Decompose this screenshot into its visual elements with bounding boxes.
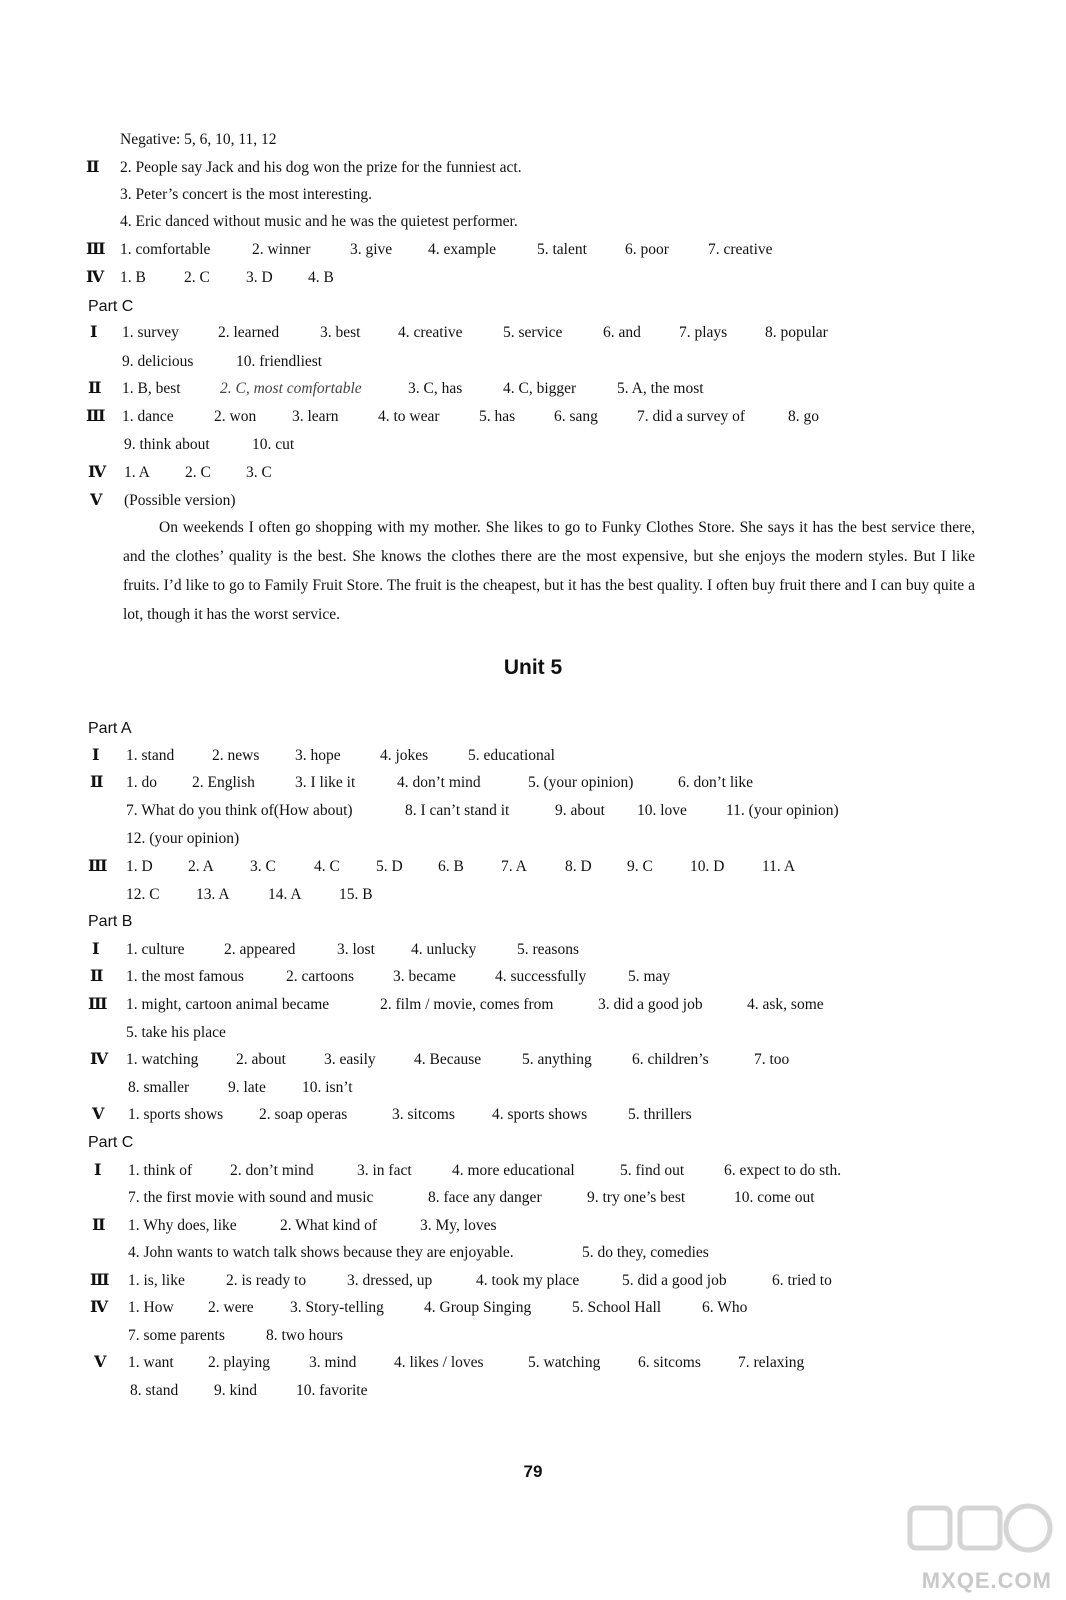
roman-numeral: Ⅲ [86, 241, 106, 258]
answer-item: 2. is ready to [226, 1272, 307, 1289]
answer-item: 6. don’t like [678, 774, 754, 791]
answer-item: 2. learned [218, 324, 280, 341]
answer-item: 1. A [124, 464, 150, 481]
answer-item: 4. more educational [452, 1162, 575, 1179]
answer-item: 2. were [208, 1299, 254, 1316]
answer-item: 3. C [250, 858, 276, 875]
answer-item: 2. What kind of [280, 1217, 378, 1234]
writing-paragraph: On weekends I often go shopping with my mother. She likes to go to Funky Clothes Store. She says it has the best service there, and the clothes’ quality is the best. She knows the clothes there are the most expensive, but she enjoys the modern styles. But I like fruits. I’d like to go to Family Fruit Store. The fruit is the cheapest, but it has the best quality. I often buy fruit there and I can buy quite a lot, though it has the worst service. [123, 519, 975, 623]
answer-item: 9. late [228, 1079, 266, 1096]
answer-item: 4. likes / loves [394, 1354, 484, 1371]
roman-numeral: Ⅴ [94, 1354, 107, 1371]
part-heading: Part C [88, 298, 134, 315]
answer-item: 3. I like it [295, 774, 356, 791]
answer-item: 2. C [184, 269, 210, 286]
answer-item: 3. C [246, 464, 272, 481]
answer-item: 1. watching [126, 1051, 199, 1068]
part-heading: Part B [88, 913, 133, 930]
answer-item: 1. the most famous [126, 968, 244, 985]
answer-item: 4. example [428, 241, 497, 258]
roman-numeral: Ⅰ [92, 941, 100, 958]
answer-item: 5. do they, comedies [582, 1244, 709, 1261]
answer-item: 9. try one’s best [587, 1189, 686, 1206]
answer-item: 5. may [628, 968, 671, 985]
answer-item: 2. playing [208, 1354, 270, 1371]
answer-item: 6. B [438, 858, 464, 875]
answer-item: 4. took my place [476, 1272, 580, 1289]
answer-item: 13. A [196, 886, 230, 903]
answer-item: 1. survey [122, 324, 179, 341]
roman-numeral: Ⅱ [90, 774, 104, 791]
roman-numeral: Ⅰ [92, 747, 100, 764]
roman-numeral: Ⅲ [90, 1272, 110, 1289]
answer-item: 3. D [246, 269, 273, 286]
answer-item: 1. is, like [128, 1272, 185, 1289]
answer-item: 8. popular [765, 324, 828, 341]
answer-item: 1. dance [122, 408, 174, 425]
answer-item: 9. kind [214, 1382, 258, 1399]
answer-item: 1. think of [128, 1162, 193, 1179]
answer-item: 10. cut [252, 436, 295, 453]
roman-numeral: Ⅱ [90, 968, 104, 985]
answer-item: 6. tried to [772, 1272, 832, 1289]
answer-item: 9. C [627, 858, 653, 875]
answer-item: 3. became [393, 968, 456, 985]
answer-item: 2. won [214, 408, 257, 425]
answer-item: 4. to wear [378, 408, 440, 425]
roman-numeral: Ⅱ [88, 380, 102, 397]
answer-line: 3. Peter’s concert is the most interesting. [120, 186, 372, 203]
answer-item: 2. English [192, 774, 255, 791]
answer-item: 5. has [479, 408, 516, 425]
answer-item: 8. D [565, 858, 592, 875]
answer-item: 7. did a survey of [637, 408, 746, 425]
answer-item: 8. I can’t stand it [405, 802, 510, 819]
roman-numeral: Ⅳ [90, 1299, 109, 1316]
answer-item: 4. jokes [380, 747, 429, 764]
answer-item: 4. sports shows [492, 1106, 588, 1123]
answer-item: 5. service [503, 324, 563, 341]
answer-item: 6. Who [702, 1299, 748, 1316]
page-number: 79 [523, 1462, 543, 1481]
answer-item: 3. sitcoms [392, 1106, 455, 1123]
answer-item: 4. creative [398, 324, 463, 341]
answer-item: 2. news [212, 747, 260, 764]
answer-item: 3. give [350, 241, 393, 258]
possible-version-label: (Possible version) [124, 492, 236, 509]
answer-item: 7. the first movie with sound and music [128, 1189, 374, 1206]
answer-item: 3. learn [292, 408, 339, 425]
answer-item: 1. Why does, like [128, 1217, 237, 1234]
answer-item: 2. appeared [224, 941, 296, 958]
roman-numeral: Ⅲ [86, 408, 106, 425]
answer-item: 10. isn’t [302, 1079, 353, 1096]
answer-item: 6. sang [554, 408, 598, 425]
roman-numeral: Ⅳ [88, 464, 107, 481]
answer-item: 3. My, loves [420, 1217, 497, 1234]
roman-numeral: Ⅲ [88, 996, 108, 1013]
roman-numeral: Ⅰ [94, 1162, 102, 1179]
answer-item: 3. best [320, 324, 361, 341]
answer-item: 1. B [120, 269, 146, 286]
answer-item: 5. anything [522, 1051, 592, 1068]
answer-item: 2. winner [252, 241, 311, 258]
answer-item: 4. C [314, 858, 340, 875]
answer-item: 4. John wants to watch talk shows because they are enjoyable. [128, 1244, 514, 1261]
answer-line: 2. People say Jack and his dog won the prize for the funniest act. [120, 159, 522, 176]
answer-item: 2. film / movie, comes from [380, 996, 554, 1013]
answer-item: 9. delicious [122, 353, 194, 370]
answer-item: 3. did a good job [598, 996, 703, 1013]
roman-numeral: Ⅱ [92, 1217, 106, 1234]
negative-line: Negative: 5, 6, 10, 11, 12 [120, 131, 277, 148]
roman-numeral: Ⅲ [88, 858, 108, 875]
answer-item: 4. C, bigger [503, 380, 577, 397]
answer-item: 5. A, the most [617, 380, 704, 397]
answer-item: 1. culture [126, 941, 185, 958]
answer-item: 5. did a good job [622, 1272, 727, 1289]
answer-item: 1. comfortable [120, 241, 211, 258]
answer-item: 6. children’s [632, 1051, 709, 1068]
answer-item: 10. favorite [296, 1382, 368, 1399]
answer-item: 11. (your opinion) [726, 802, 839, 819]
answer-item: 5. talent [537, 241, 587, 258]
answer-item: 6. sitcoms [638, 1354, 701, 1371]
answer-item: 3. C, has [408, 380, 463, 397]
answer-item: 11. A [762, 858, 796, 875]
answer-item: 4. Group Singing [424, 1299, 532, 1316]
answer-item: 3. lost [337, 941, 375, 958]
answer-item: 10. love [637, 802, 687, 819]
answer-item: 3. dressed, up [347, 1272, 433, 1289]
answer-item: 7. too [754, 1051, 790, 1068]
roman-numeral: Ⅱ [86, 159, 100, 176]
roman-numeral: Ⅳ [86, 269, 105, 286]
answer-item: 5. take his place [126, 1024, 226, 1041]
answer-item: 8. face any danger [428, 1189, 542, 1206]
answer-item: 10. come out [734, 1189, 815, 1206]
answer-item: 4. unlucky [411, 941, 477, 958]
part-heading: Part A [88, 720, 132, 737]
answer-item: 3. mind [309, 1354, 357, 1371]
answer-item: 5. reasons [517, 941, 579, 958]
answer-item: 7. A [501, 858, 527, 875]
answer-item: 14. A [268, 886, 302, 903]
answer-item: 1. might, cartoon animal became [126, 996, 330, 1013]
answer-item: 8. stand [130, 1382, 179, 1399]
answer-item: 6. and [603, 324, 641, 341]
answer-item: 3. Story-telling [290, 1299, 384, 1316]
answer-item: 1. sports shows [128, 1106, 224, 1123]
answer-item: 5. educational [468, 747, 555, 764]
answer-item: 2. about [236, 1051, 286, 1068]
unit-title: Unit 5 [503, 656, 563, 679]
answer-item: 2. cartoons [286, 968, 355, 985]
answer-item: 4. Because [414, 1051, 482, 1068]
answer-item: 5. D [376, 858, 403, 875]
answer-item: 3. easily [324, 1051, 376, 1068]
answer-item: 5. (your opinion) [528, 774, 634, 791]
answer-item: 12. C [126, 886, 160, 903]
answer-item: 5. find out [620, 1162, 685, 1179]
answer-line: 4. Eric danced without music and he was the quietest performer. [120, 213, 518, 230]
answer-item: 2. A [188, 858, 214, 875]
watermark-text: MXQE.COM [921, 1568, 1052, 1593]
answer-item: 6. poor [625, 241, 669, 258]
answer-item: 9. about [555, 802, 605, 819]
answer-item: 8. smaller [128, 1079, 190, 1096]
answer-item: 4. don’t mind [397, 774, 481, 791]
answer-item: 8. go [788, 408, 819, 425]
answer-item: 5. watching [528, 1354, 601, 1371]
roman-numeral: Ⅰ [90, 324, 98, 341]
roman-numeral: Ⅴ [92, 1106, 105, 1123]
answer-item: 5. School Hall [572, 1299, 662, 1316]
answer-item: 7. What do you think of(How about) [126, 802, 353, 819]
answer-item: 3. hope [295, 747, 341, 764]
answer-item: 1. do [126, 774, 157, 791]
roman-numeral: Ⅳ [90, 1051, 109, 1068]
answer-item: 8. two hours [266, 1327, 344, 1344]
answer-item: 3. in fact [357, 1162, 412, 1179]
answer-item: 2. don’t mind [230, 1162, 314, 1179]
answer-item: 7. some parents [128, 1327, 225, 1344]
answer-item: 1. want [128, 1354, 174, 1371]
answer-item: 7. plays [679, 324, 728, 341]
answer-item: 1. B, best [122, 380, 181, 397]
answer-item: 4. ask, some [747, 996, 824, 1013]
answer-item: 1. D [126, 858, 153, 875]
roman-numeral: Ⅴ [90, 492, 103, 509]
part-heading: Part C [88, 1134, 134, 1151]
answer-item: 10. friendliest [236, 353, 323, 370]
answer-item: 15. B [339, 886, 373, 903]
answer-item: 12. (your opinion) [126, 830, 240, 847]
answer-item: 5. thrillers [628, 1106, 692, 1123]
answer-item: 7. relaxing [738, 1354, 805, 1371]
answer-item: 6. expect to do sth. [724, 1162, 842, 1179]
answer-item: 1. stand [126, 747, 175, 764]
answer-item: 4. B [308, 269, 334, 286]
answer-item: 2. soap operas [259, 1106, 348, 1123]
answer-item: 2. C, most comfortable [220, 380, 362, 397]
answer-item: 7. creative [708, 241, 773, 258]
answer-item: 4. successfully [495, 968, 587, 985]
answer-item: 2. C [185, 464, 211, 481]
answer-item: 1. How [128, 1299, 174, 1316]
answer-item: 10. D [690, 858, 725, 875]
answer-item: 9. think about [124, 436, 210, 453]
